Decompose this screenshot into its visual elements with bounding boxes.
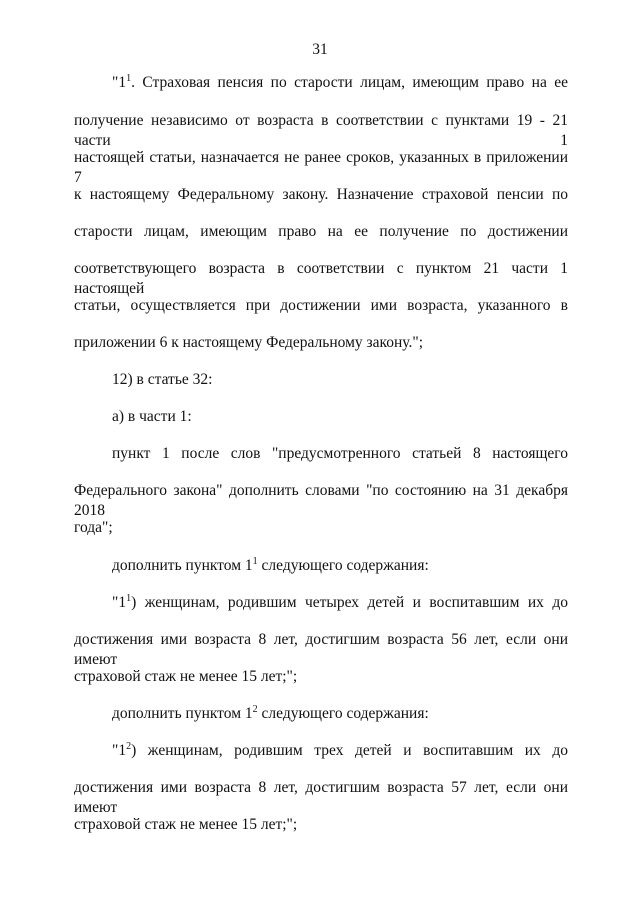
text-span: "1 — [112, 742, 127, 759]
superscript: 1 — [126, 593, 132, 604]
paragraph-line — [112, 593, 568, 613]
paragraph-line — [112, 741, 568, 761]
paragraph-line: страховой стаж не менее 15 лет;"; — [74, 668, 298, 685]
superscript: 1 — [126, 73, 132, 84]
text-span: следующего содержания: — [257, 557, 429, 574]
paragraph-line: пункт 1 после слов "предусмотренного статьей 8 настоящего — [112, 445, 568, 462]
paragraph-line — [112, 704, 568, 724]
superscript: 1 — [252, 556, 258, 567]
text-span: "1 — [112, 594, 127, 611]
paragraph-line: к настоящему Федеральному закону. Назначение страховой пенсии по — [74, 186, 568, 203]
text-span: дополнить пунктом 1 — [112, 705, 253, 722]
paragraph-line: достижения ими возраста 8 лет, достигшим возраста 57 лет, если они имеют — [74, 779, 568, 816]
text-span: . Страховая пенсия по старости лицам, имеющим право на ее — [131, 74, 568, 91]
superscript: 2 — [252, 704, 258, 715]
paragraph-line — [112, 73, 568, 93]
paragraph-line: а) в части 1: — [112, 408, 192, 425]
paragraph-line: настоящей статьи, назначается не ранее сроков, указанных в приложении 7 — [74, 149, 568, 186]
paragraph-line: страховой стаж не менее 15 лет;"; — [74, 816, 298, 833]
paragraph-line — [112, 556, 568, 576]
paragraph-line: приложении 6 к настоящему Федеральному закону."; — [74, 334, 424, 351]
paragraph-line: статьи, осуществляется при достижении ими возраста, указанного в — [74, 297, 568, 314]
superscript: 2 — [126, 741, 132, 752]
paragraph-line: года"; — [74, 519, 113, 536]
paragraph-line: получение независимо от возраста в соответствии с пунктами 19 - 21 части 1 — [74, 112, 568, 149]
text-span: "1 — [112, 74, 127, 91]
paragraph-line: старости лицам, имеющим право на ее получение по достижении — [74, 223, 568, 240]
paragraph-line: достижения ими возраста 8 лет, достигшим возраста 56 лет, если они имеют — [74, 631, 568, 668]
page-number: 31 — [312, 41, 328, 58]
paragraph-line: 12) в статье 32: — [112, 371, 213, 388]
text-span: ) женщинам, родившим четырех детей и воспитавшим их до — [131, 594, 568, 611]
paragraph-line: соответствующего возраста в соответствии с пунктом 21 части 1 настоящей — [74, 260, 568, 297]
text-span: дополнить пунктом 1 — [112, 557, 253, 574]
text-span: следующего содержания: — [257, 705, 429, 722]
paragraph-line: Федерального закона" дополнить словами "по состоянию на 31 декабря 2018 — [74, 482, 568, 519]
text-span: ) женщинам, родившим трех детей и воспитавшим их до — [131, 742, 568, 759]
